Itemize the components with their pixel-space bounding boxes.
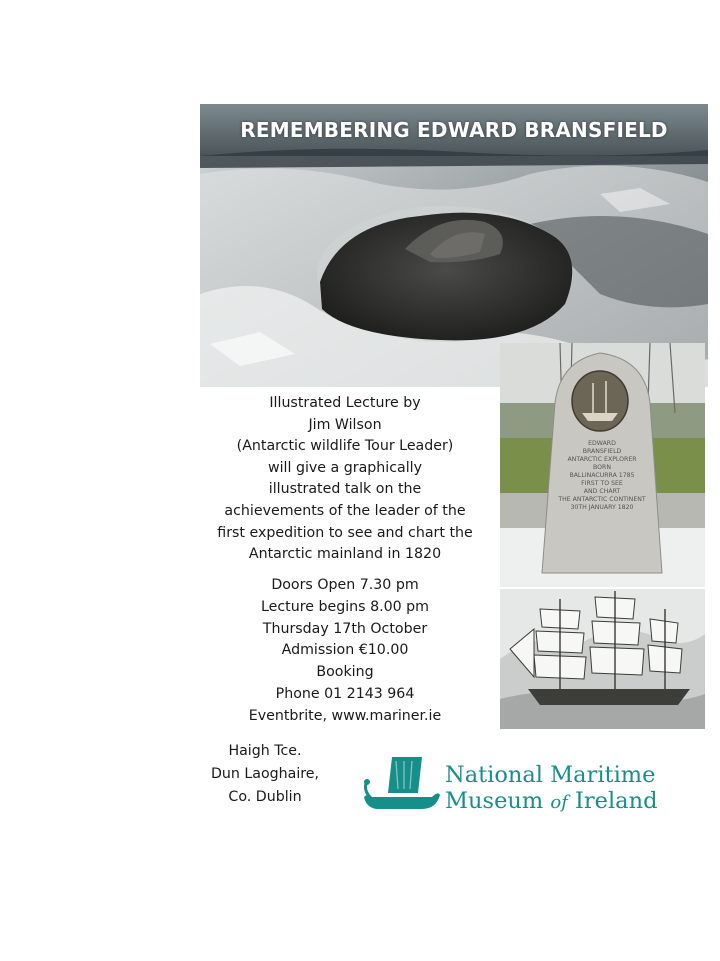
- lecture-line: illustrated talk on the: [268, 481, 422, 498]
- viking-ship-icon: [362, 753, 442, 813]
- lecture-line: first expedition to see and chart the: [217, 524, 473, 541]
- museum-logo-text: [445, 762, 715, 816]
- inscription-line: EDWARD: [588, 440, 616, 447]
- lecture-line: will give a graphically: [268, 459, 422, 476]
- inscription-line: BALLINACURRA 1785: [569, 472, 635, 479]
- memorial-stone-illustration: [500, 343, 705, 587]
- sailing-ship-illustration: [500, 589, 705, 729]
- venue-address: [205, 740, 325, 809]
- inscription-line: 30TH JANUARY 1820: [570, 504, 634, 511]
- logo-word-of: of: [550, 792, 568, 813]
- booking-link[interactable]: Eventbrite, www.mariner.ie: [248, 707, 442, 724]
- logo-line-1: National Maritime: [445, 762, 656, 788]
- logo-word-museum: Museum: [445, 788, 551, 814]
- logo-line-2: [445, 788, 715, 816]
- event-details: [222, 575, 468, 728]
- booking-heading: Booking: [316, 664, 374, 681]
- logo-word-ireland: Ireland: [567, 788, 658, 814]
- inscription-line: FIRST TO SEE: [581, 480, 623, 487]
- inscription-line: BORN: [593, 464, 611, 471]
- inscription-line: AND CHART: [583, 488, 621, 495]
- doors-open: Doors Open 7.30 pm: [271, 577, 419, 593]
- phone-number: Phone 01 2143 964: [275, 685, 415, 702]
- address-line: Co. Dublin: [228, 789, 302, 805]
- lecture-line: Illustrated Lecture by: [269, 395, 421, 411]
- inscription-line: THE ANTARCTIC CONTINENT: [558, 496, 646, 503]
- admission-price: Admission €10.00: [281, 642, 409, 659]
- address-line: Dun Laoghaire,: [210, 766, 320, 782]
- lecture-line: (Antarctic wildlife Tour Leader): [236, 438, 454, 455]
- lecture-line: Antarctic mainland in 1820: [248, 546, 442, 563]
- lecture-description: [195, 393, 495, 566]
- lecture-line: achievements of the leader of the: [224, 502, 466, 519]
- address-line: Haigh Tce.: [228, 743, 302, 759]
- event-date: Thursday 17th October: [262, 620, 428, 637]
- lecturer-name: Jim Wilson: [308, 416, 382, 433]
- page-title: REMEMBERING EDWARD BRANSFIELD: [240, 118, 668, 142]
- inscription-line: BRANSFIELD: [582, 448, 622, 455]
- inscription-line: ANTARCTIC EXPLORER: [567, 456, 637, 463]
- monument-photo: [500, 343, 705, 587]
- ship-drawing: [500, 589, 705, 729]
- lecture-start: Lecture begins 8.00 pm: [261, 598, 429, 615]
